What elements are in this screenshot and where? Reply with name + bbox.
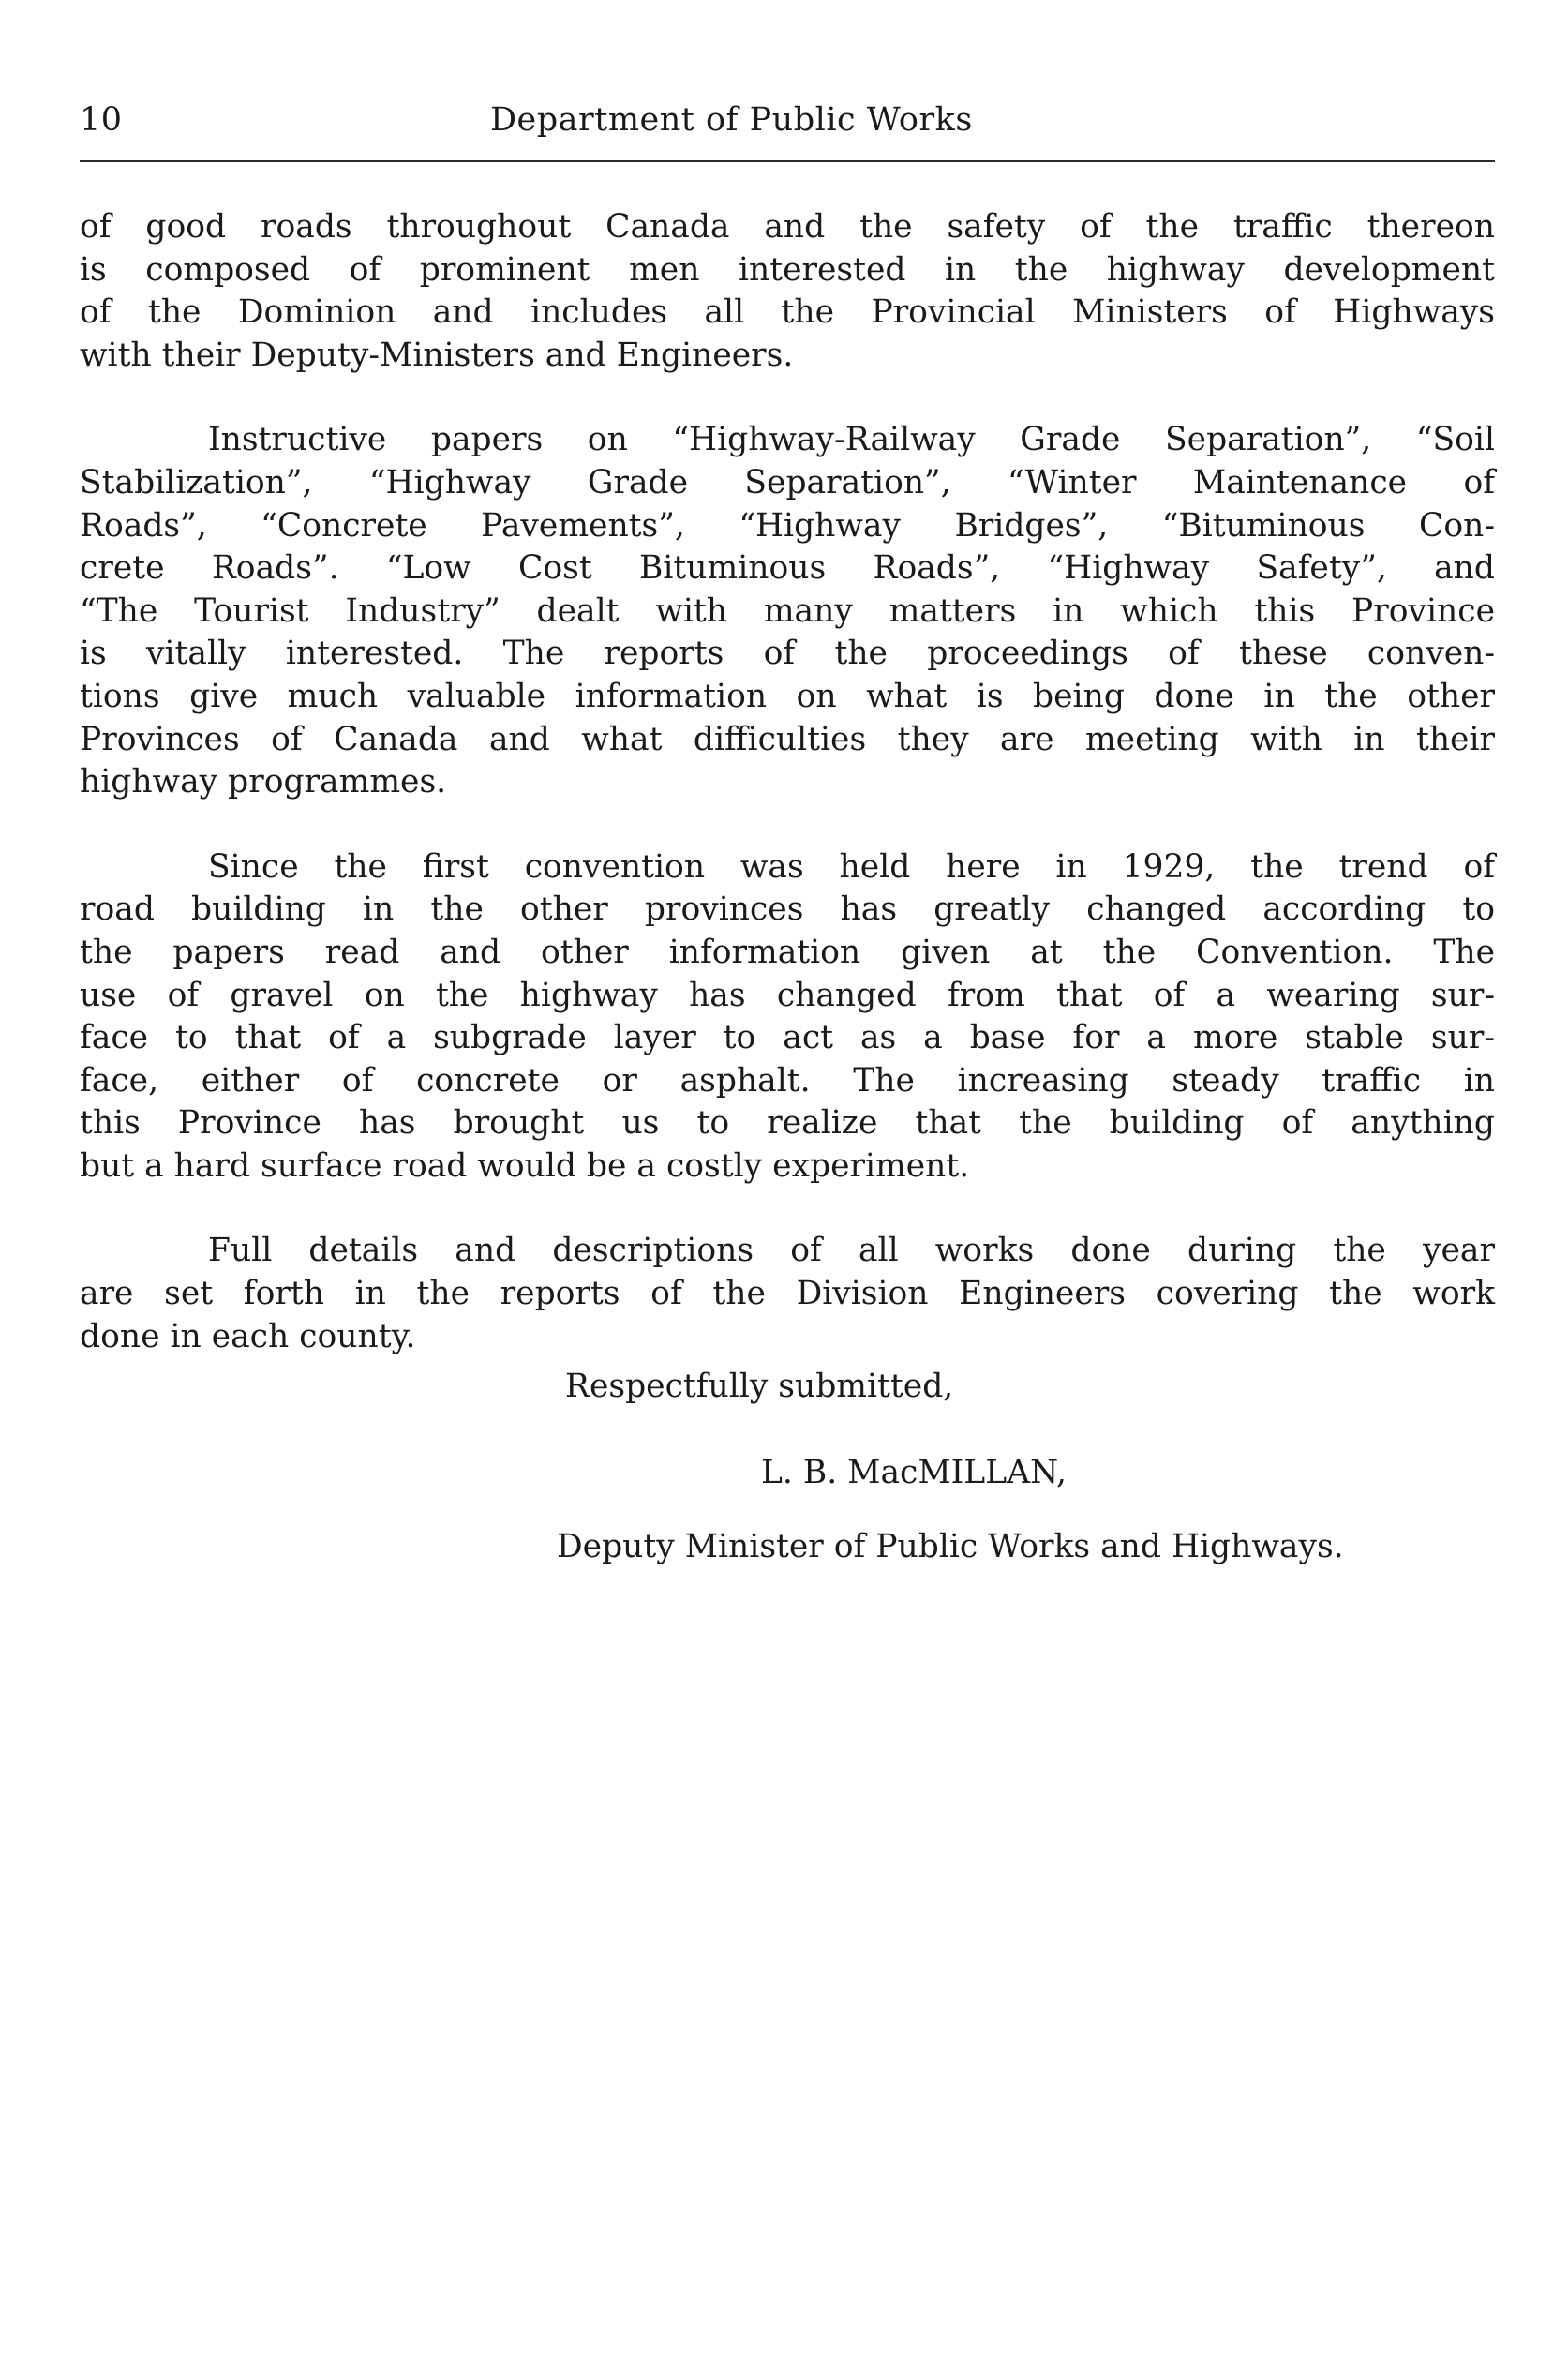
paragraph-continuation [80,206,1495,377]
running-title: Department of Public Works [490,101,973,139]
page-number: 10 [80,101,123,139]
text-line: Since the first convention was held here in 1929, the trend of [208,847,1495,886]
text-line: is composed of prominent men interested in the highway development [80,250,1495,289]
page-header [80,101,1495,157]
text-line: of the Dominion and includes all the Provincial Ministers of Highways [80,293,1495,332]
text-line: Stabilization”, “Highway Grade Separation”, “Winter Maintenance of [80,463,1495,501]
text-line: face to that of a subgrade layer to act as a base for a more stable sur- [80,1019,1495,1057]
header-rule [80,160,1495,162]
text-line: “The Tourist Industry” dealt with many matters in which this Province [80,591,1495,630]
text-line: road building in the other provinces has greatly changed according to [80,890,1495,929]
text-line: done in each county. [80,1317,416,1355]
signatory-title: Deputy Minister of Public Works and Highways. [557,1528,1344,1565]
text-line: but a hard surface road would be a costly experiment. [80,1146,970,1185]
text-line: is vitally interested. The reports of the proceedings of these conven- [80,635,1495,673]
body-text [80,206,1495,1358]
text-line: of good roads throughout Canada and the safety of the traffic thereon [80,208,1495,246]
signatory-name: L. B. MacMILLAN, [761,1454,1067,1491]
paragraph-convention-trend [80,846,1495,1189]
text-line: Roads”, “Concrete Pavements”, “Highway Bridges”, “Bituminous Con- [80,506,1495,545]
text-line: highway programmes. [80,763,447,801]
text-line: Provinces of Canada and what difficulties they are meeting with in their [80,720,1495,758]
text-line: crete Roads”. “Low Cost Bituminous Roads”, “Highway Safety”, and [80,549,1495,588]
text-line: use of gravel on the highway has changed from that of a wearing sur- [80,976,1495,1014]
text-line: this Province has brought us to realize that the building of anything [80,1104,1495,1143]
text-line: Instructive papers on “Highway-Railway Grade Separation”, “Soil [208,421,1495,459]
paragraph-instructive-papers [80,419,1495,803]
text-line: with their Deputy-Ministers and Engineers. [80,336,794,374]
text-line: tions give much valuable information on what is being done in the other [80,677,1495,715]
paragraph-full-details [80,1230,1495,1358]
text-line: are set forth in the reports of the Division Engineers covering the work [80,1275,1495,1313]
text-line: face, either of concrete or asphalt. The increasing steady traffic in [80,1061,1495,1100]
text-line: Full details and descriptions of all works done during the year [208,1232,1495,1270]
text-line: the papers read and other information given at the Convention. The [80,933,1495,971]
closing-phrase: Respectfully submitted, [565,1368,954,1405]
